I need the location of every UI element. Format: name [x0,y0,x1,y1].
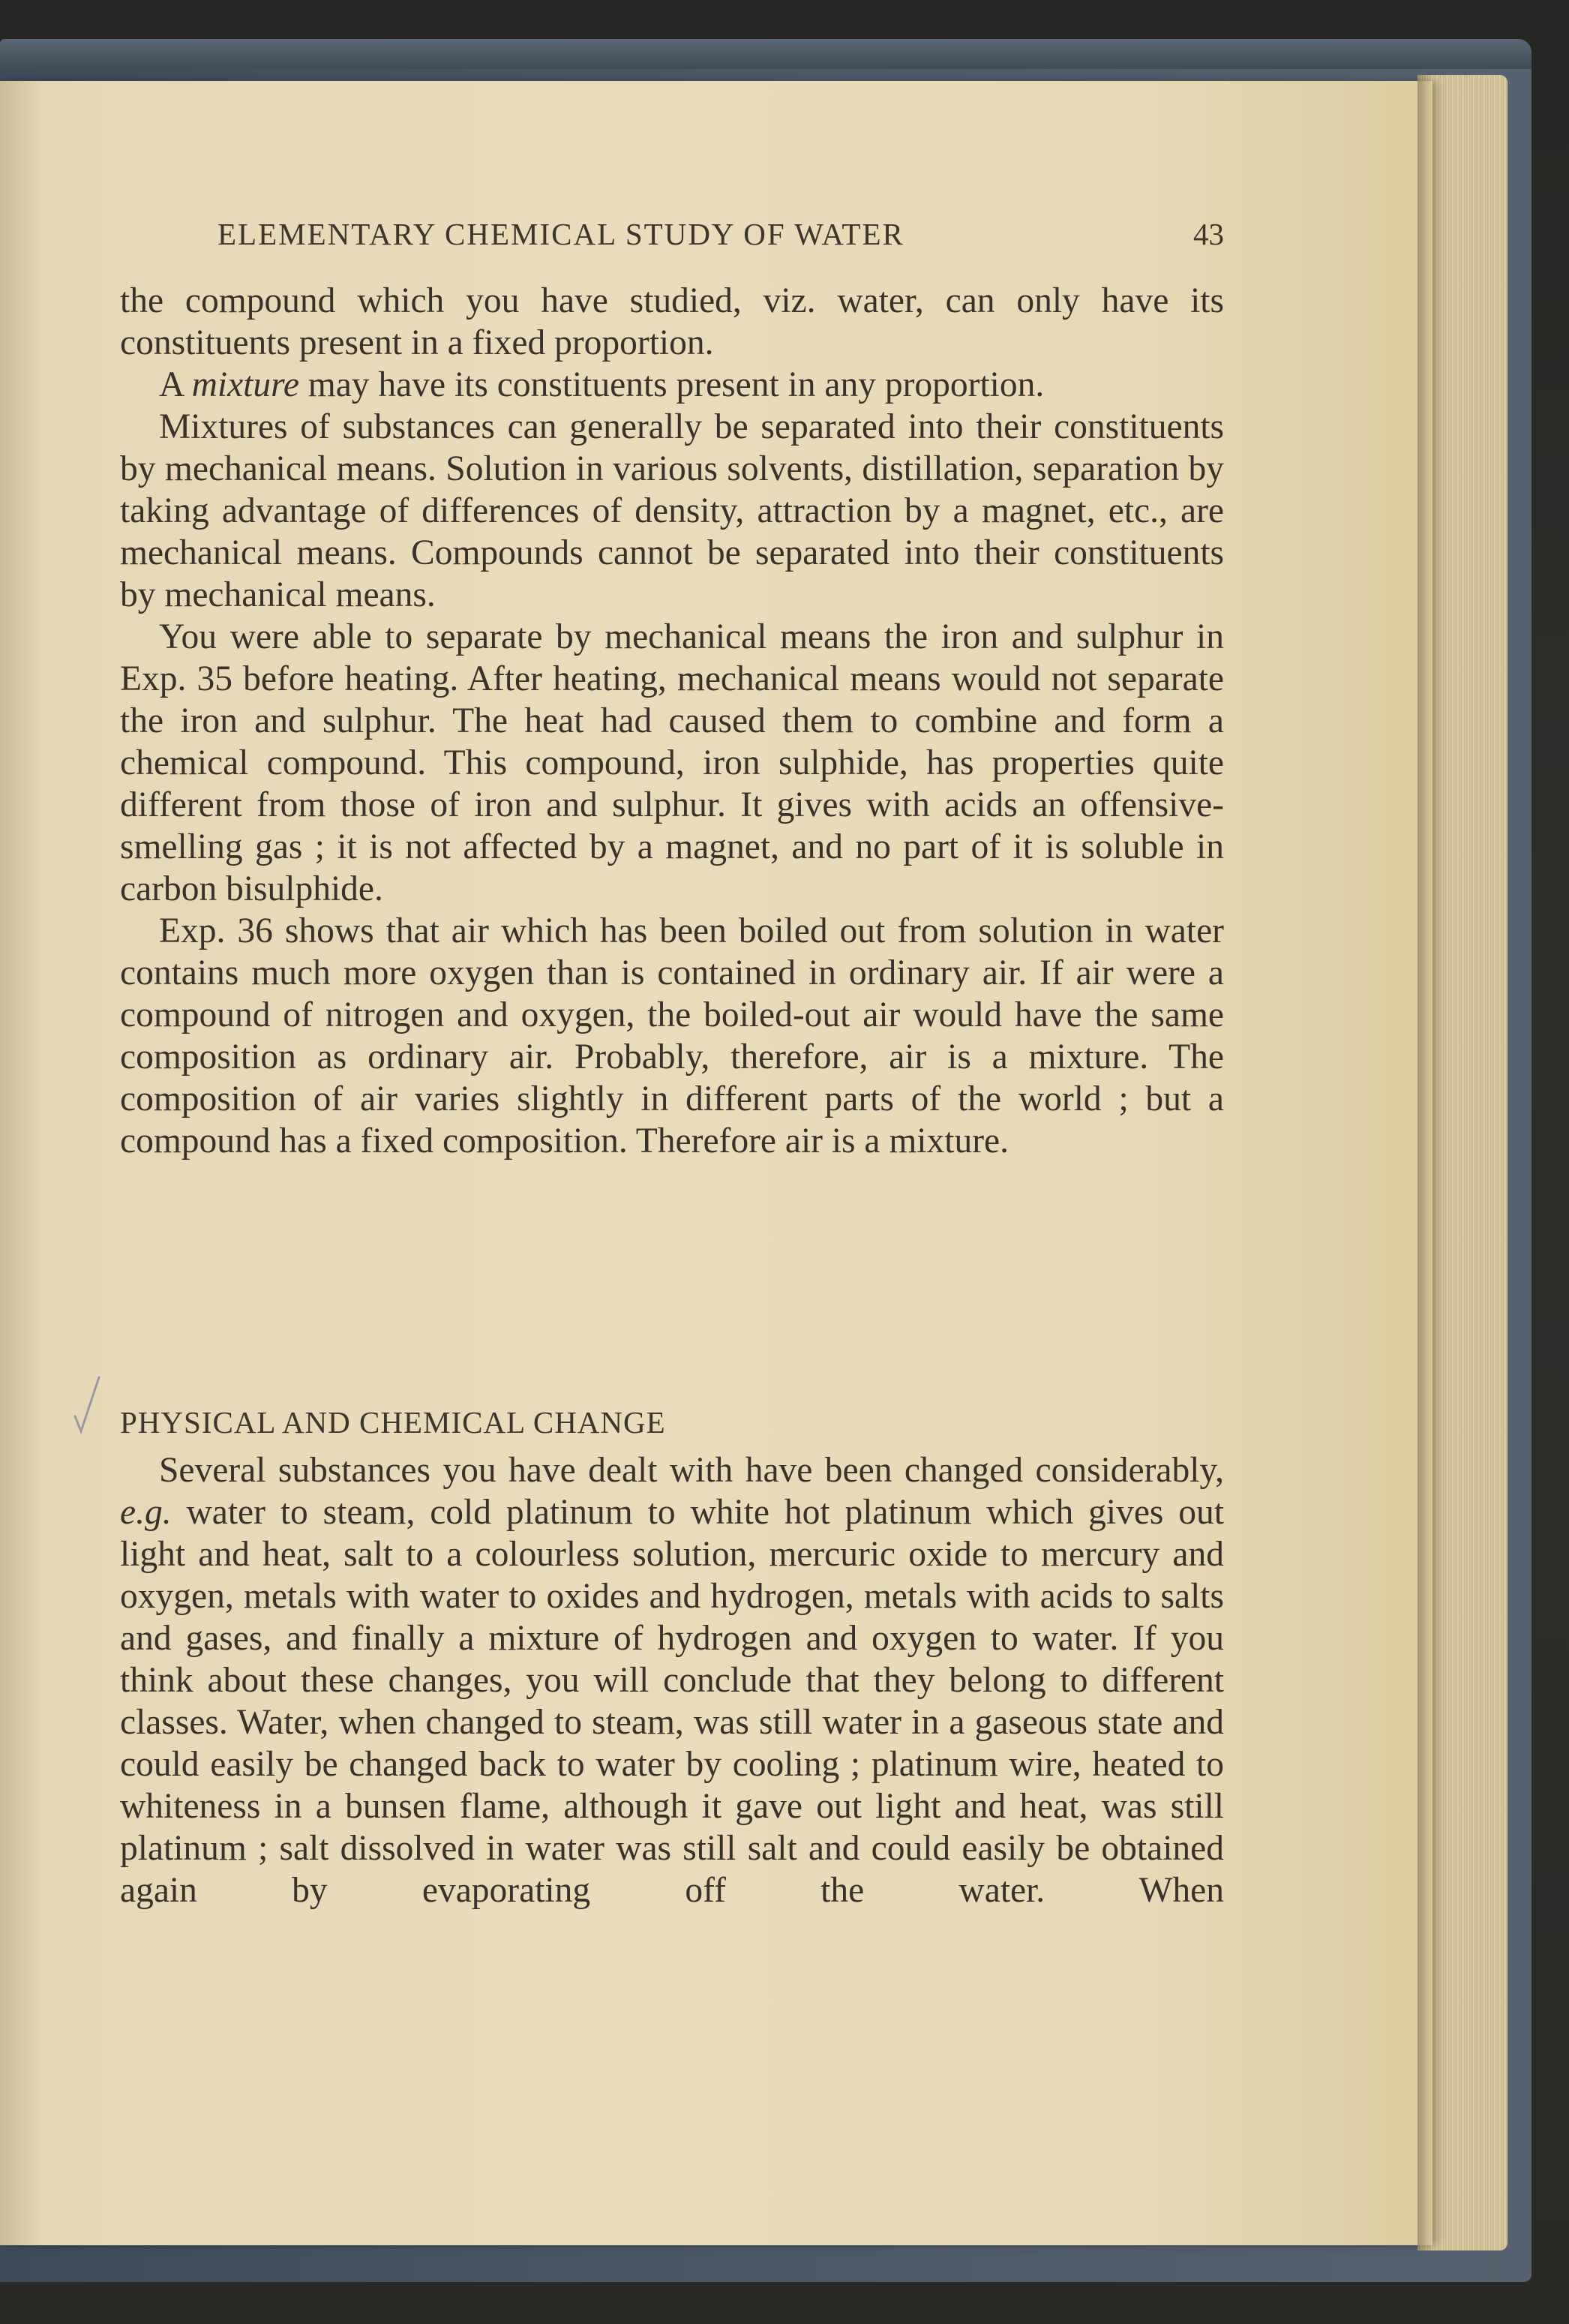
running-head [120,216,1224,254]
body-text-bottom [120,1449,1224,1911]
page-edge-shadow [1418,75,1432,2250]
paragraph-mixture-definition [120,364,1224,406]
paragraph-iron-sulphur: You were able to separate by mechanical means the iron and sulphur in Exp. 35 before heating. After heating, mechanical means would not separate the iron and sulphur. The heat had caused them to combine and form a chemical compound. This compound, iron sulphide, has properties quite different from those of iron and sulphur. It gives with acids an offensive-smelling gas ; it is not affected by a magnet, and no part of it is soluble in carbon bisulphide. [120,617,1224,908]
mixture-prefix: A [159,365,192,404]
change-part-2: water to steam, cold platinum to white hot platinum which gives out light and heat, salt to a colourless solution, mercuric oxide to mercury and oxygen, metals with water to oxides and hydrogen, metals with acids to salts and gases, and finally a mixture of hydrogen and oxygen to water. If you think about these changes, you will conclude that they belong to different classes. Water, when changed to steam, was still water in a gaseous state and could easily be changed back to water by cooling ; platinum wire, heated to whiteness in a bunsen flame, although it gave out light and heat, was still platinum ; salt dissolved in water was still salt and could easily be obtained again by evaporating off the water. When [120,1493,1224,1910]
page-number: 43 [1193,217,1224,251]
pencil-check-mark [69,1373,106,1440]
body-text-top [120,280,1224,1162]
paragraph-physical-chemical-change [120,1449,1224,1911]
page-gutter-shadow [0,81,45,2245]
paragraph-continuation: the compound which you have studied, viz. water, can only have its constituents present in a fixed proportion. [120,281,1224,362]
change-italic: e.g. [120,1493,172,1532]
section-heading: PHYSICAL AND CHEMICAL CHANGE [120,1405,666,1440]
paragraph-mechanical-means: Mixtures of substances can generally be separated into their constituents by mechanical means. Solution in various solvents, distillation, separation by taking advantage of differences of density, attraction by a magnet, etc., are mechanical means. Compounds cannot be separated into their constituents by mechanical means. [120,407,1224,614]
change-part-1: Several substances you have dealt with have been changed considerably, [159,1451,1224,1490]
book-cover-edge [0,39,1532,69]
running-head-title: ELEMENTARY CHEMICAL STUDY OF WATER [218,217,904,251]
mixture-suffix: may have its constituents present in any proportion. [298,365,1045,404]
paragraph-air-mixture: Exp. 36 shows that air which has been boiled out from solution in water contains much more oxygen than is contained in ordinary air. If air were a compound of nitrogen and oxygen, the boiled-out air would have the same composition as ordinary air. Probably, therefore, air is a mixture. The composition of air varies slightly in different parts of the world ; but a compound has a fixed composition. Therefore air is a mixture. [120,911,1224,1160]
mixture-italic: mixture [191,365,299,404]
